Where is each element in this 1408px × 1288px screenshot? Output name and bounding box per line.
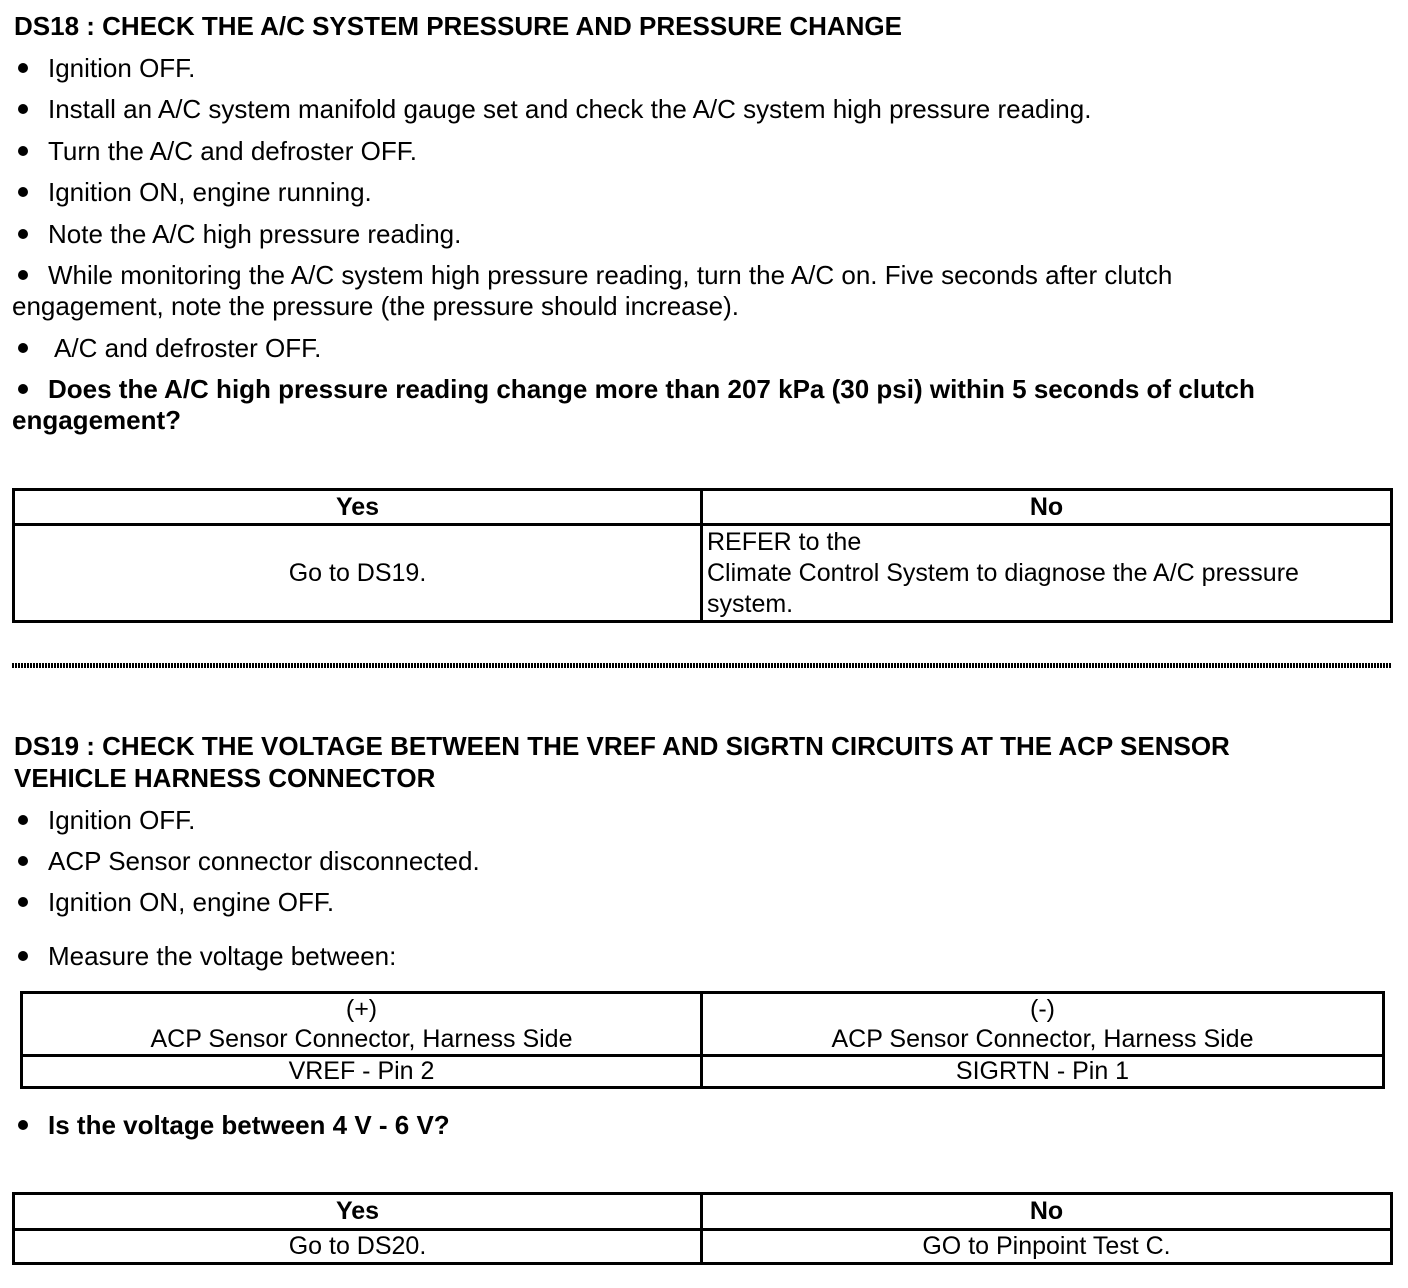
ds19-step-2: ACP Sensor connector disconnected. xyxy=(12,846,1382,877)
ds19-measure-table xyxy=(20,991,1385,1089)
ds18-step-1: Ignition OFF. xyxy=(12,53,1382,84)
bullet-icon xyxy=(18,1120,28,1130)
bullet-icon xyxy=(18,104,28,114)
yes-action: Go to DS20. xyxy=(14,1230,702,1264)
yes-header: Yes xyxy=(14,1194,702,1230)
no-header: No xyxy=(702,1194,1392,1230)
no-action-line-2: Climate Control System to diagnose the A/C pressure system. xyxy=(707,558,1299,618)
ds18-title: DS18 : CHECK THE A/C SYSTEM PRESSURE AND PRESSURE CHANGE xyxy=(14,11,902,41)
ds19-title: DS19 : CHECK THE VOLTAGE BETWEEN THE VREF AND SIGRTN CIRCUITS AT THE ACP SENSOR VEHICLE HARNESS CONNECTOR xyxy=(14,731,1230,793)
bullet-icon xyxy=(18,187,28,197)
bullet-icon xyxy=(18,856,28,866)
yes-action: Go to DS19. xyxy=(14,525,702,622)
yes-header: Yes xyxy=(14,490,702,525)
bullet-icon xyxy=(18,229,28,239)
negative-lead-header: (-) ACP Sensor Connector, Harness Side xyxy=(702,993,1384,1056)
no-action-line-1: REFER to the xyxy=(707,527,862,556)
positive-lead-value: VREF - Pin 2 xyxy=(22,1056,702,1088)
bullet-icon xyxy=(18,343,28,353)
bullet-icon xyxy=(18,815,28,825)
no-action xyxy=(702,525,1392,622)
ds19-question: Is the voltage between 4 V - 6 V? xyxy=(12,1110,1382,1141)
bullet-icon xyxy=(18,951,28,961)
section-divider xyxy=(12,663,1392,668)
ds18-step-5: Note the A/C high pressure reading. xyxy=(12,219,1382,250)
bullet-icon xyxy=(18,146,28,156)
negative-lead-value: SIGRTN - Pin 1 xyxy=(702,1056,1384,1088)
ds18-step-2: Install an A/C system manifold gauge set and check the A/C system high pressure reading. xyxy=(12,94,1382,125)
positive-lead-header: (+) ACP Sensor Connector, Harness Side xyxy=(22,993,702,1056)
bullet-icon xyxy=(18,270,28,280)
no-header: No xyxy=(702,490,1392,525)
ds18-question: Does the A/C high pressure reading change more than 207 kPa (30 psi) within 5 seconds of clutch engagement? xyxy=(12,374,1255,435)
ds18-step-4: Ignition ON, engine running. xyxy=(12,177,1382,208)
ds18-step-7: A/C and defroster OFF. xyxy=(12,333,1382,364)
ds19-step-1: Ignition OFF. xyxy=(12,805,1382,836)
bullet-icon xyxy=(18,384,28,394)
ds18-step-3: Turn the A/C and defroster OFF. xyxy=(12,136,1382,167)
no-action: GO to Pinpoint Test C. xyxy=(702,1230,1392,1264)
ds18-step-6: While monitoring the A/C system high pressure reading, turn the A/C on. Five seconds after clutch engagement, note the pressure (the pressure should increase). xyxy=(12,260,1173,321)
bullet-icon xyxy=(18,63,28,73)
bullet-icon xyxy=(18,897,28,907)
ds18-result-table xyxy=(12,488,1393,623)
ds19-step-4: Measure the voltage between: xyxy=(12,941,1382,972)
ds19-step-3: Ignition ON, engine OFF. xyxy=(12,887,1382,918)
ds19-result-table xyxy=(12,1192,1393,1265)
